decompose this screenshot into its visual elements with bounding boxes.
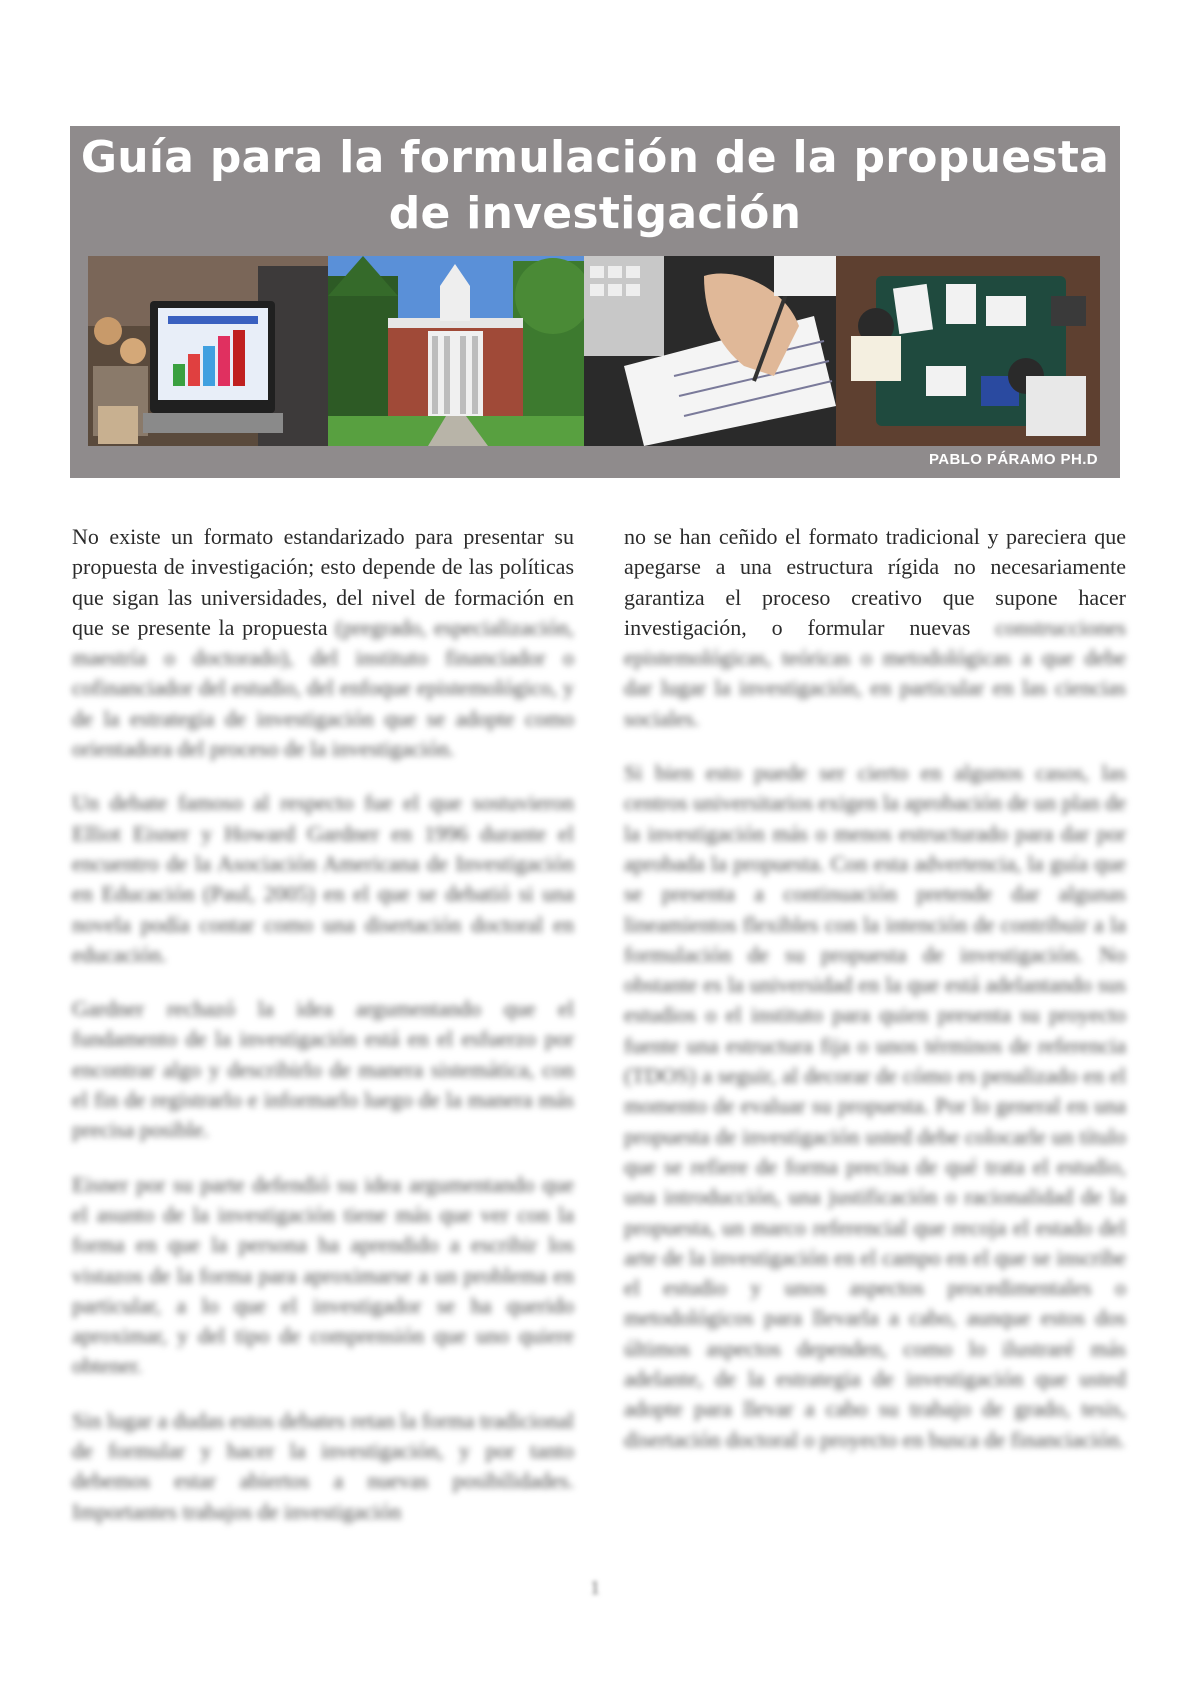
title-banner <box>70 126 1120 478</box>
university-building-photo <box>328 256 584 446</box>
laptop-chart-photo <box>88 256 328 446</box>
paragraph: Gardner rechazó la idea argumentando que el fundamento de la investigación está en el esfuerzo por encontrar algo y describirlo de manera sistemática, con el fin de registrarlo e informarlo luego de la manera más precisa posible. <box>72 996 574 1143</box>
paragraph: Eisner por su parte defendió su idea argumentando que el asunto de la investigación tiene más que ver con la forma en que la persona ha aprendido a escribir los vistazos de la forma para aproximarse a un problema en particular, a lo que el investigador se ha querido aproximar, y del tipo de comprensión que uno quiere obtener. <box>72 1171 574 1379</box>
page-title <box>70 126 1120 242</box>
study-table-photo <box>836 256 1100 446</box>
paragraph <box>624 522 1126 734</box>
paragraph-text: no se han ceñido el formato tradicional y pareciera que apegarse a una estructura rígida no necesariamente garantiza el proceso creativo que supone hacer investigación, o formular nuevas <box>624 524 1126 640</box>
author-name: PABLO PÁRAMO PH.D <box>928 451 1098 468</box>
paragraph: Si bien esto puede ser cierto en algunos casos, las centros universitarios exigen la aprobación de un plan de la investigación más o menos estructurado para dar por aprobada la propuesta. Con esta advertencia, la guía que se presenta a continuación pretende dar algunas lineamientos flexibles con la intención de contribuir a la formulación de su propuesta de investigación. No obstante es la universidad en la que está adelantando sus estudios o el instituto para quien presenta su proyecto fuente una estructura fija o unos términos de referencia (TDOS) a seguir, al decorar de cómo es penalizado en el momento de evaluar su propuesta. Por lo general en una propuesta de investigación usted debe colocarle un título que se refiere de forma precisa de qué trata el estudio, una introducción, una justificación o racionalidad de la propuesta, un marco referencial que recoja el estado del arte de la investigación en el campo en el que se inscribe el estudio y unos aspectos procedimentales o metodológicos para llevarla a cabo, aunque estos dos últimos aspectos dependen, como lo ilustraré más adelante, de la estrategia de investigación que usted adopte para llevar a cabo su trabajo de grado, tesis, disertación doctoral o proyecto en busca de financiación. <box>624 760 1126 1452</box>
paragraph-text-blurred: (pregrado, especialización, maestría o doctorado), del instituto financiador o cofinanciador del estudio, del enfoque epistemológico, y de la estrategia de investigación que se adopte como orientadora del proceso de la investigación. <box>72 614 575 762</box>
paragraph <box>72 522 574 764</box>
right-column <box>624 522 1126 1455</box>
paragraph-text-blurred: construcciones epistemológicas, teóricas o metodológicas a que debe dar lugar la investigación, en particular en las ciencias sociales. <box>624 614 1126 731</box>
paragraph-text: No existe un formato estandarizado para presentar su propuesta de investigación; esto depende de las políticas que sigan las universidades, del nivel de formación en que se presente la propuesta <box>72 524 574 640</box>
photo-strip <box>88 256 1100 446</box>
paragraph: Sin lugar a dudas estos debates retan la forma tradicional de formular y hacer la investigación, y por tanto debemos estar abiertos a nuevas posibilidades. Importantes trabajos de investigación <box>72 1407 574 1524</box>
left-column <box>72 522 574 1527</box>
paragraph: Un debate famoso al respecto fue el que sostuvieron Elliot Eisner y Howard Gardner en 1996 durante el encuentro de la Asociación Americana de Investigación en Educación (Paul, 2005) en el que se debatió si una novela podía contar como una disertación doctoral en educación. <box>72 790 574 967</box>
title-line-2: de investigación <box>388 188 802 239</box>
writing-hand-photo <box>584 256 836 446</box>
title-line-1: Guía para la formulación de la propuesta <box>80 132 1110 183</box>
page-number: 1 <box>590 1577 600 1599</box>
